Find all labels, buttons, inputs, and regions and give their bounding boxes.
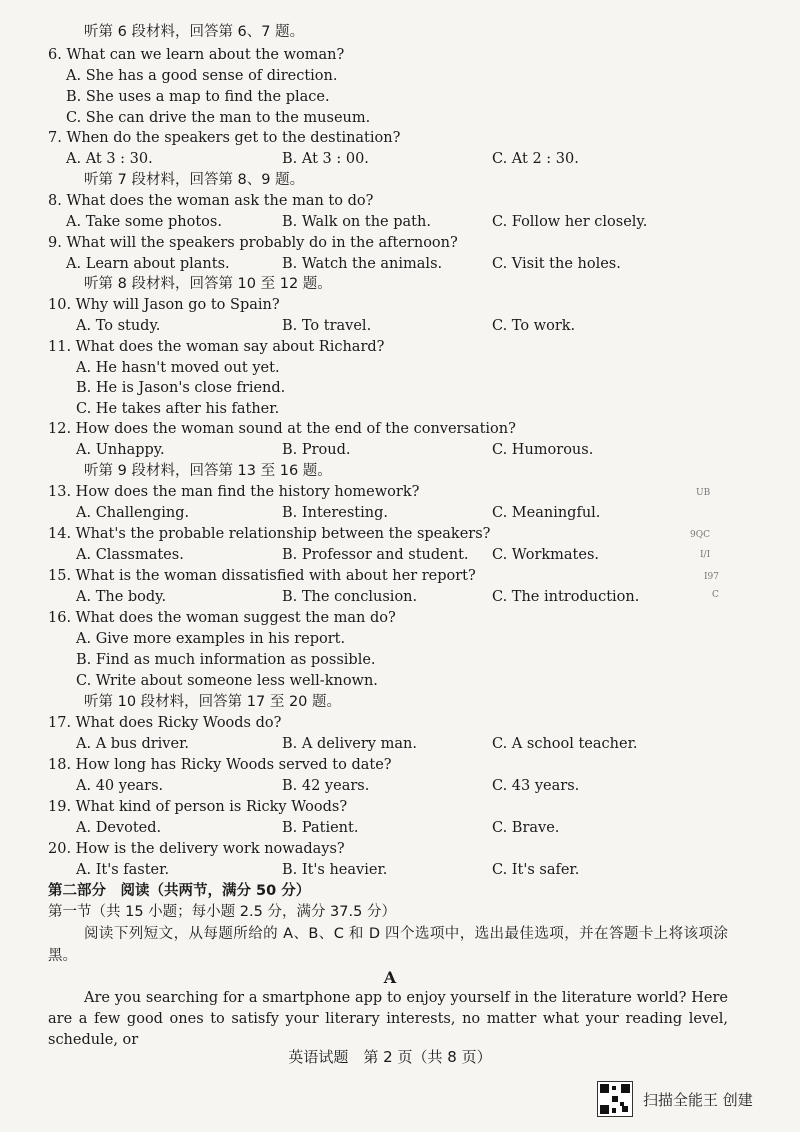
option-a: A. 40 years.: [76, 778, 164, 794]
option-a: A. Learn about plants.: [66, 256, 230, 272]
option-c: C. The introduction.: [492, 589, 640, 605]
option-a: A. He hasn't moved out yet.: [76, 360, 280, 376]
option-c: C. Meaningful.: [492, 505, 601, 521]
section-header: 听第 8 段材料，回答第 10 至 12 题。: [84, 276, 332, 292]
option: A. She has a good sense of direction.: [66, 68, 338, 84]
qr-code-icon: [597, 1081, 633, 1117]
option-b: B. 42 years.: [282, 778, 370, 794]
option-b: B. At 3 : 00.: [282, 151, 369, 167]
scanner-watermark: [597, 1081, 777, 1117]
page-footer: 英语试题 第 2 页（共 8 页）: [288, 1048, 492, 1066]
option-a: A. Challenging.: [76, 505, 190, 521]
option-c: C. Write about someone less well-known.: [76, 673, 378, 689]
option-b: B. A delivery man.: [282, 736, 417, 752]
option-b: B. Find as much information as possible.: [76, 652, 376, 668]
question-stem: 7. When do the speakers get to the destination?: [48, 130, 401, 146]
option-b: B. Walk on the path.: [282, 214, 431, 230]
option-b: B. Professor and student.: [282, 547, 469, 563]
section-header: 听第 7 段材料，回答第 8、9 题。: [84, 172, 305, 188]
passage-title: A: [383, 968, 397, 987]
section-heading: 第一节（共 15 小题；每小题 2.5 分，满分 37.5 分）: [48, 904, 396, 920]
option: B. She uses a map to find the place.: [66, 89, 330, 105]
option-a: A. To study.: [76, 318, 161, 334]
option-b: B. Watch the animals.: [282, 256, 443, 272]
option-a: A. Classmates.: [76, 547, 184, 563]
part-heading: 第二部分 阅读（共两节，满分 50 分）: [48, 883, 311, 899]
option-b: B. Patient.: [282, 820, 359, 836]
question-stem: 14. What's the probable relationship between the speakers?: [48, 526, 491, 542]
option-b: B. The conclusion.: [282, 589, 418, 605]
option-c: C. It's safer.: [492, 862, 580, 878]
question-stem: 12. How does the woman sound at the end of the conversation?: [48, 421, 516, 437]
option-c: C. Follow her closely.: [492, 214, 648, 230]
option-a: A. Give more examples in his report.: [76, 631, 346, 647]
option-c: C. At 2 : 30.: [492, 151, 579, 167]
question-stem: 19. What kind of person is Ricky Woods?: [48, 799, 348, 815]
question-stem: 20. How is the delivery work nowadays?: [48, 841, 345, 857]
question-stem: 6. What can we learn about the woman?: [48, 47, 345, 63]
option-a: A. Unhappy.: [76, 442, 165, 458]
margin-mark: C: [712, 590, 719, 600]
margin-mark: I97: [704, 572, 720, 582]
option-a: A. It's faster.: [76, 862, 170, 878]
question-stem: 11. What does the woman say about Richard?: [48, 339, 385, 355]
option-c: C. A school teacher.: [492, 736, 638, 752]
option-b: B. Interesting.: [282, 505, 388, 521]
option-a: A. Devoted.: [76, 820, 162, 836]
passage-text: Are you searching for a smartphone app to enjoy yourself in the literature world? Here are a few good ones to satisfy your literary interests, no matter what your reading level, schedule, or: [48, 990, 728, 1048]
question-stem: 15. What is the woman dissatisfied with about her report?: [48, 568, 476, 584]
option-a: A. Take some photos.: [66, 214, 222, 230]
option-c: C. Workmates.: [492, 547, 600, 563]
question-stem: 10. Why will Jason go to Spain?: [48, 297, 280, 313]
option-a: A. The body.: [76, 589, 167, 605]
margin-mark: UB: [696, 488, 711, 498]
watermark-text: 扫描全能王 创建: [643, 1090, 753, 1109]
option-b: B. To travel.: [282, 318, 372, 334]
option-a: A. A bus driver.: [76, 736, 190, 752]
option: C. She can drive the man to the museum.: [66, 110, 371, 126]
option-b: B. He is Jason's close friend.: [76, 380, 286, 396]
option-c: C. 43 years.: [492, 778, 580, 794]
section-header: 听第 9 段材料，回答第 13 至 16 题。: [84, 463, 332, 479]
option-c: C. He takes after his father.: [76, 401, 280, 417]
question-stem: 18. How long has Ricky Woods served to date?: [48, 757, 392, 773]
section-header: 听第 10 段材料，回答第 17 至 20 题。: [84, 694, 342, 710]
margin-mark: I/I: [700, 550, 711, 560]
instruction: 阅读下列短文，从每题所给的 A、B、C 和 D 四个选项中，选出最佳选项，并在答题卡上将该项涂黑。: [48, 926, 728, 964]
option-c: C. Humorous.: [492, 442, 594, 458]
question-stem: 9. What will the speakers probably do in the afternoon?: [48, 235, 458, 251]
option-c: C. Brave.: [492, 820, 560, 836]
option-b: B. Proud.: [282, 442, 351, 458]
question-stem: 16. What does the woman suggest the man do?: [48, 610, 396, 626]
margin-mark: 9QC: [690, 530, 710, 540]
question-stem: 8. What does the woman ask the man to do?: [48, 193, 374, 209]
option-b: B. It's heavier.: [282, 862, 388, 878]
option-c: C. Visit the holes.: [492, 256, 621, 272]
question-stem: 13. How does the man find the history homework?: [48, 484, 420, 500]
section-header: 听第 6 段材料，回答第 6、7 题。: [84, 24, 305, 40]
option-a: A. At 3 : 30.: [66, 151, 153, 167]
option-c: C. To work.: [492, 318, 576, 334]
question-stem: 17. What does Ricky Woods do?: [48, 715, 282, 731]
